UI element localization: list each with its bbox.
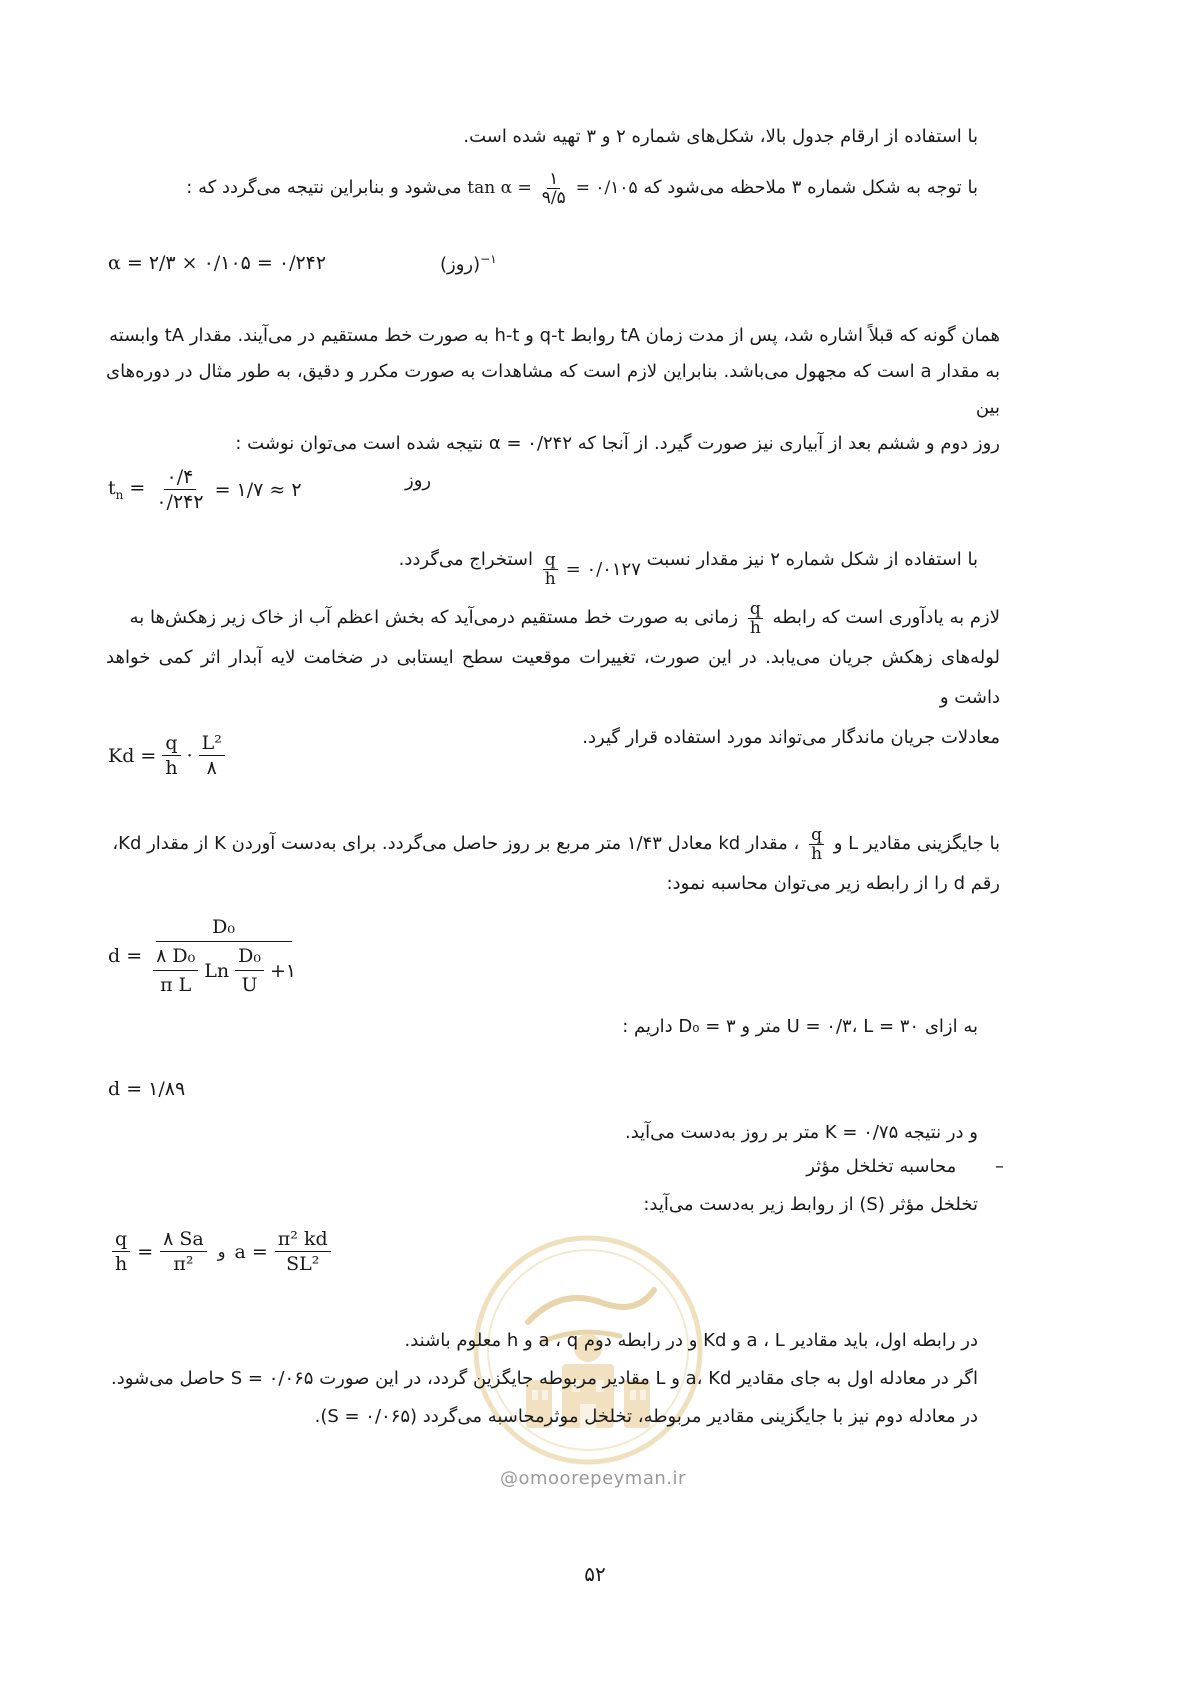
equation-d-ln: Ln [204,959,230,982]
tan-formula [467,168,637,208]
equation-s-den-1: π² [173,1253,194,1275]
equation-kd-frac-2 [199,732,225,779]
equation-s-eq-1: = [137,1240,154,1263]
equation-tn-num: ۰/۴ [164,466,197,490]
equation-tn-rhs: = ۱/۷ ≈ ۲ [214,478,302,501]
equation-d-fraction [148,914,299,998]
paragraph-12-text: اگر در معادله اول به جای مقادیر a، Kd و L مقادیر مربوطه جایگزین گردد، در این صورت S = ۰/۰۶۵ حاصل می‌شود. [111,1368,978,1389]
equation-s-num-1: ۸ Sa [160,1228,207,1252]
paragraph-12 [78,1364,978,1394]
tan-fraction [540,170,568,207]
tan-label: tan α = [467,178,532,198]
equation-s-a: a = [234,1240,268,1263]
q-over-h-inline-2-num: q [811,824,822,845]
equation-d-num: D₀ [156,914,292,942]
equation-kd-lhs: Kd = [108,744,157,767]
paragraph-1-text: با استفاده از ارقام جدول بالا، شکل‌های شماره ۲ و ۳ تهیه شده است. [463,126,978,147]
paragraph-6-text-a: با جایگزینی مقادیر L و [833,833,1000,854]
tan-fraction-den: ۹/۵ [541,187,566,208]
equation-kd-frac-1 [162,732,180,779]
paragraph-5-text-b: زمانی به صورت خط مستقیم درمی‌آید که بخش اعظم آب از خاک زیر زهکش‌ها به [129,607,739,628]
equation-s [110,1228,333,1275]
paragraph-3-line-2: به مقدار a است که مجهول می‌باشد. بنابراین لازم است که مشاهدات به صورت مکرر و دقیق، به طور مثال در دوره‌های بین [106,361,1000,418]
equation-tn-lhs: $t_n$ = [108,477,146,502]
paragraph-10-text: تخلخل مؤثر (S) از روابط زیر به‌دست می‌آید: [643,1194,978,1215]
equation-s-and: و [217,1242,226,1261]
paragraph-3 [106,318,1000,462]
paragraph-8-text: و در نتیجه K = ۰/۷۵ متر بر روز به‌دست می‌آید. [624,1122,978,1143]
paragraph-5-line-1 [106,598,1000,638]
equation-tn-unit-text: روز [405,470,432,491]
tan-value: = ۰/۱۰۵ [575,178,638,198]
paragraph-4 [118,540,978,590]
q-over-h-inline-2 [809,826,824,863]
tan-fraction-num: ۱ [549,168,559,189]
q-over-h-num: q [544,550,556,570]
paragraph-2-text-b: می‌شود و بنابراین نتیجه می‌گردد که : [186,177,462,198]
paragraph-7 [118,1012,978,1042]
equation-d-den-frac-a [153,943,198,998]
equation-s-frac-1 [160,1228,207,1275]
equation-s-q: q [112,1228,130,1252]
q-over-h-inline-den: h [749,617,761,638]
q-over-h [539,550,641,590]
equation-d-lhs: d = [108,945,143,967]
paragraph-13 [118,1402,978,1432]
equation-d-den-frac-b-num: D₀ [235,943,264,971]
bullet-dash: – [995,1156,1004,1177]
paragraph-6-line-2: رقم d را از رابطه زیر می‌توان محاسبه نمود: [666,873,1000,894]
paragraph-4-text-a: با استفاده از شکل شماره ۲ نیز مقدار نسبت [646,549,978,570]
paragraph-8 [118,1118,978,1148]
equation-s-frac-2 [275,1228,331,1275]
equation-alpha-unit-text: (روز) [440,254,481,275]
watermark-url: @omoorepeyman.ir [500,1468,686,1489]
paragraph-6-line-1 [106,824,1000,864]
equation-tn-unit [405,470,431,491]
paragraph-6-text-b: ، مقدار kd معادل ۱/۴۳ متر مربع بر روز حاصل می‌گردد. برای به‌دست آوردن K از مقدار Kd، [112,833,800,854]
section-bullet [124,1152,1004,1182]
equation-kd [108,732,227,779]
equation-tn-sub: n [115,487,124,502]
q-over-h-value: = ۰/۰۱۲۷ [565,558,641,580]
equation-tn-fraction [153,466,206,513]
equation-d-den-frac-a-den: π L [160,974,192,996]
equation-d-den-frac-b [235,943,264,998]
equation-kd-den-2: ۸ [206,757,217,779]
paragraph-5 [106,598,1000,758]
paragraph-4-text-b: استخراج می‌گردد. [398,549,533,570]
equation-alpha [108,252,326,274]
paragraph-13-text: در معادله دوم نیز با جایگزینی مقادیر مربوطه، تخلخل موثرمحاسبه می‌گردد (S = ۰/۰۶۵). [314,1406,978,1427]
equation-alpha-exponent: −۱ [480,252,497,266]
paragraph-3-line-3: روز دوم و ششم بعد از آبیاری نیز صورت گیرد. از آنجا که α = ۰/۲۴۲ نتیجه شده است می‌توان نوشت : [235,433,1000,454]
equation-kd-dot: · [186,744,193,767]
equation-d [108,914,301,998]
paragraph-5-line-3: معادلات جریان ماندگار می‌تواند مورد استفاده قرار گیرد. [582,727,1000,748]
q-over-h-inline [748,600,763,637]
q-over-h-fraction [543,551,558,588]
equation-tn-t: t [108,477,116,500]
paragraph-7-text: به ازای U = ۰/۳، L = ۳۰ متر و D₀ = ۳ داریم : [622,1016,978,1037]
equation-alpha-body: α = ۲/۳ × ۰/۱۰۵ = ۰/۲۴۲ [108,252,327,274]
page-number: ۵۲ [584,1562,606,1586]
equation-d-den-frac-a-num: ۸ D₀ [153,943,198,971]
paragraph-3-line-1: همان گونه که قبلاً اشاره شد، پس از مدت زمان tA روابط q-t و h-t به صورت خط مستقیم در می‌آیند. مقدار tA وابسته [109,325,1000,346]
paragraph-1 [118,122,978,152]
q-over-h-den: h [544,569,556,589]
paragraph-5-line-2: لوله‌های زهکش جریان می‌یابد. در این صورت، تغییرات موقعیت سطح ایستابی در ضخامت لایه آبدار اثر کمی خواهد داشت و [106,647,1000,708]
equation-s-q-over-h [112,1228,130,1275]
equation-d-value [108,1078,185,1100]
equation-d-value-text: d = ۱/۸۹ [108,1078,186,1100]
equation-kd-num-1: q [162,732,180,756]
equation-d-den-frac-b-den: U [241,974,258,996]
paragraph-5-text-a: لازم به یادآوری است که رابطه [772,607,1000,628]
equation-kd-den-1: h [165,757,178,779]
equation-alpha-unit [440,252,497,275]
paragraph-2-text-a: با توجه به شکل شماره ۳ ملاحظه می‌شود که [643,177,978,198]
section-heading: محاسبه تخلخل مؤثر [806,1156,957,1177]
paragraph-11-text: در رابطه اول، باید مقادیر a ، L و Kd و در رابطه دوم a ، q و h معلوم باشند. [404,1330,978,1351]
equation-s-den-2: SL² [286,1253,320,1275]
equation-tn [108,466,302,513]
paragraph-2 [78,168,978,208]
equation-d-den [148,942,299,998]
equation-kd-num-2: L² [199,732,225,756]
paragraph-11 [118,1326,978,1356]
paragraph-10 [118,1190,978,1220]
equation-s-h: h [115,1253,128,1275]
equation-tn-den: ۰/۲۴۲ [156,491,204,513]
paragraph-6 [106,824,1000,904]
equation-d-plus: +۱ [269,959,297,982]
q-over-h-inline-num: q [749,598,761,619]
q-over-h-inline-2-den: h [811,843,823,864]
equation-s-num-2: π² kd [275,1228,331,1252]
